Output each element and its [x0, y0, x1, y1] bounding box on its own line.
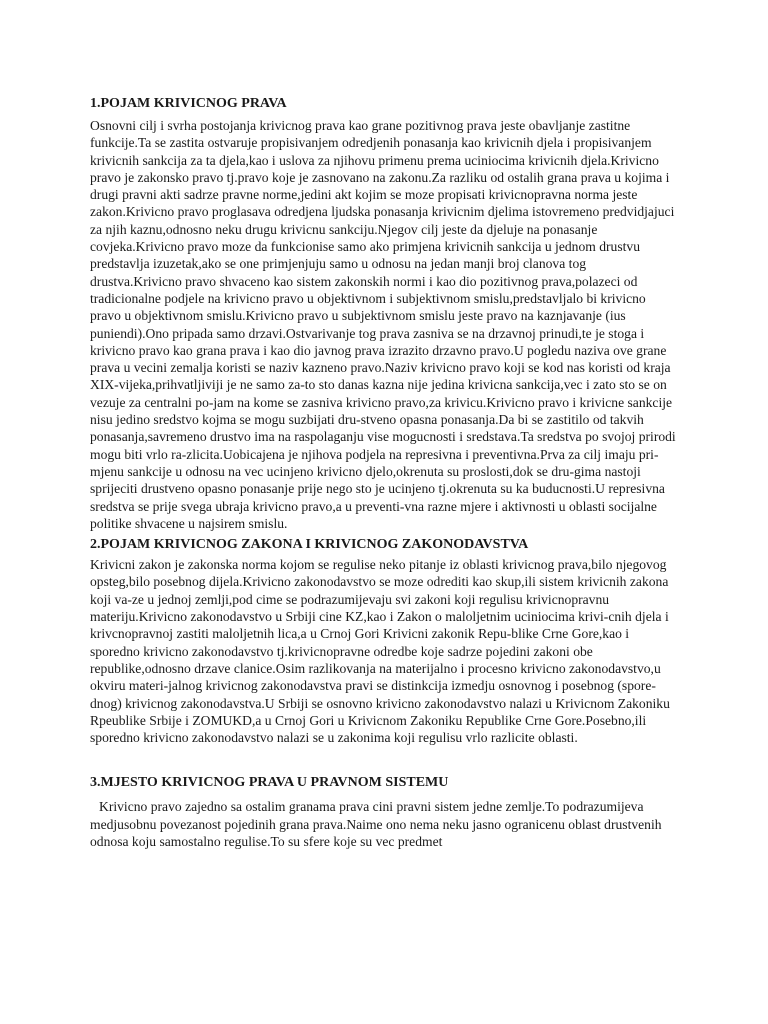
section-2-heading: 2.POJAM KRIVICNOG ZAKONA I KRIVICNOG ZAKONODAVSTVA — [90, 537, 529, 553]
section-1-heading: 1.POJAM KRIVICNOG PRAVA — [90, 96, 287, 111]
section-1-body: Osnovni cilj i svrha postojanja krivicnog prava kao grane pozitivnog prava jeste obavljanje zastitne funkcije.Ta se zastita ostvaruje propisivanjem odredjenih ponasanja kao krivicnih djela i propisivanjem krivicnih sankcija za ta djela,kao i uslova za njihovu primenu prema uciniocima krivicnih djela.Krivicno pravo je zakonsko pravo tj.pravo koje je zasnovano na zakonu.Za razliku od ostalih grana prava u kojima i drugi pravni akti sadrze pravne norme,jedini akt kojim se moze propisati krivicnopravna norma jeste zakon.Krivicno pravo proglasava odredjena ljudska ponasanja krivicnim djelima istovremeno predvidjajuci za njih kaznu,odnosno neku drugu krivicnu sankciju.Njegov cilj jeste da djeluje na ponasanje covjeka.Krivicno pravo moze da funkcionise samo ako primjena krivicnih sankcija u jednom drustvu predstavlja izuzetak,ako se one primjenjuju samo u odnosu na jedan manji broj clanova tog drustva.Krivicno pravo shvaceno kao sistem zakonskih normi i kao dio pozitivnog prava,polazeci od tradicionalne podjele na krivicno pravo u objektivnom i subjektivnom smislu,predstavljalo bi krivicno pravo u objektivnom smislu.Krivicno pravo u subjektivnom smislu jeste pravo na kaznjavanje (ius puniendi).Ono pripada samo drzavi.Ostvarivanje tog prava zasniva se na drzavnoj prinudi,te je stoga i krivicno pravo kao grana prava i kao dio javnog prava izrazito drzavno pravo.U pogledu naziva ove grane prava u vecini zemalja koristi se naziv kazneno pravo.Naziv krivicno pravo koji se kod nas koristi od kraja XIX-vijeka,prihvatljiviji je ne samo za-to sto danas kazna nije jedina krivicna sankcija,vec i zato sto se on vezuje za centralni po-jam na kome se zasniva krivicno pravo,za krivicu.Krivicno pravo i krivicne sankcije nisu jedino sredstvo kojma se mogu suzbijati dru-stveno opasna ponasanja.Da bi se zastitilo od takvih ponasanja,savremeno drustvo ima na raspolaganju vise mogucnosti i sredstava.Ta sredstva po svojoj prirodi mogu biti vrlo ra-zlicita.Uobicajena je njihova podjela na represivna i preventivna.Prva za cilj imaju pri-mjenu sankcije u odnosu na vec ucinjeno krivicno djelo,okrenuta su proslosti,dok se dru-gima nastoji sprijeciti drustveno opasno ponasanje prije nego sto je ucinjeno tj.okrenuta su ka buducnosti.U represivna sredstva se prije svega ubraja krivicno pravo,a u preventi-vna razne mjere i aktivnosti u oblasti socijalne politike shvacene u najsirem smislu. — [90, 118, 676, 531]
document-content — [90, 95, 678, 850]
section-3-heading: 3.MJESTO KRIVICNOG PRAVA U PRAVNOM SISTEMU — [90, 775, 449, 791]
section-3-body: Krivicno pravo zajedno sa ostalim granama prava cini pravni sistem jedne zemlje.To podrazumijeva medjusobnu povezanost pojedinih grana prava.Naime ono nema neku jasno ogranicenu oblast drustvenih odnosa koju samostalno regulise.To su sfere koje su vec predmet — [90, 799, 662, 849]
section-2-body: Krivicni zakon je zakonska norma kojom se regulise neko pitanje iz oblasti krivicnog prava,bilo njegovog opsteg,bilo posebnog dijela.Krivicno zakonodavstvo se moze odrediti kao skup,ili sistem krivicnih zakona koji va-ze u jednoj zemlji,pod cime se podrazumijevaju svi zakoni koji regulisu krivicnopravnu materiju.Krivicno zakonodavstvo u Srbiji cine KZ,kao i Zakon o maloljetnim uciniocima krivi-cnih djela i krivcnopravnoj zastiti maloljetnih lica,a u Crnoj Gori Krivicni zakonik Repu-blike Crne Gore,kao i sporedno krivicno zakonodavstvo tj.krivicnopravne odredbe koje sadrze pojedini zakoni obe republike,odnosno drzave clanice.Osim razlikovanja na materijalno i procesno krivicno zakonodavstvo,u okviru materi-jalnog krivicnog zakonodavstva pravi se distinkcija izmedju osnovnog i posebnog (spore-dnog) krivicnog zakonodavstva.U Srbiji se osnovno krivicno zakonodavstvo nalazi u Krivicnom Zakoniku Rpeublike Srbije i ZOMUKD,a u Crnoj Gori u Krivicnom Zakoniku Republike Crne Gore.Posebno,ili sporedno krivicno zakonodavstvo nalazi se u zakonima koji regulisu vrlo razlicite oblasti. — [90, 557, 670, 746]
